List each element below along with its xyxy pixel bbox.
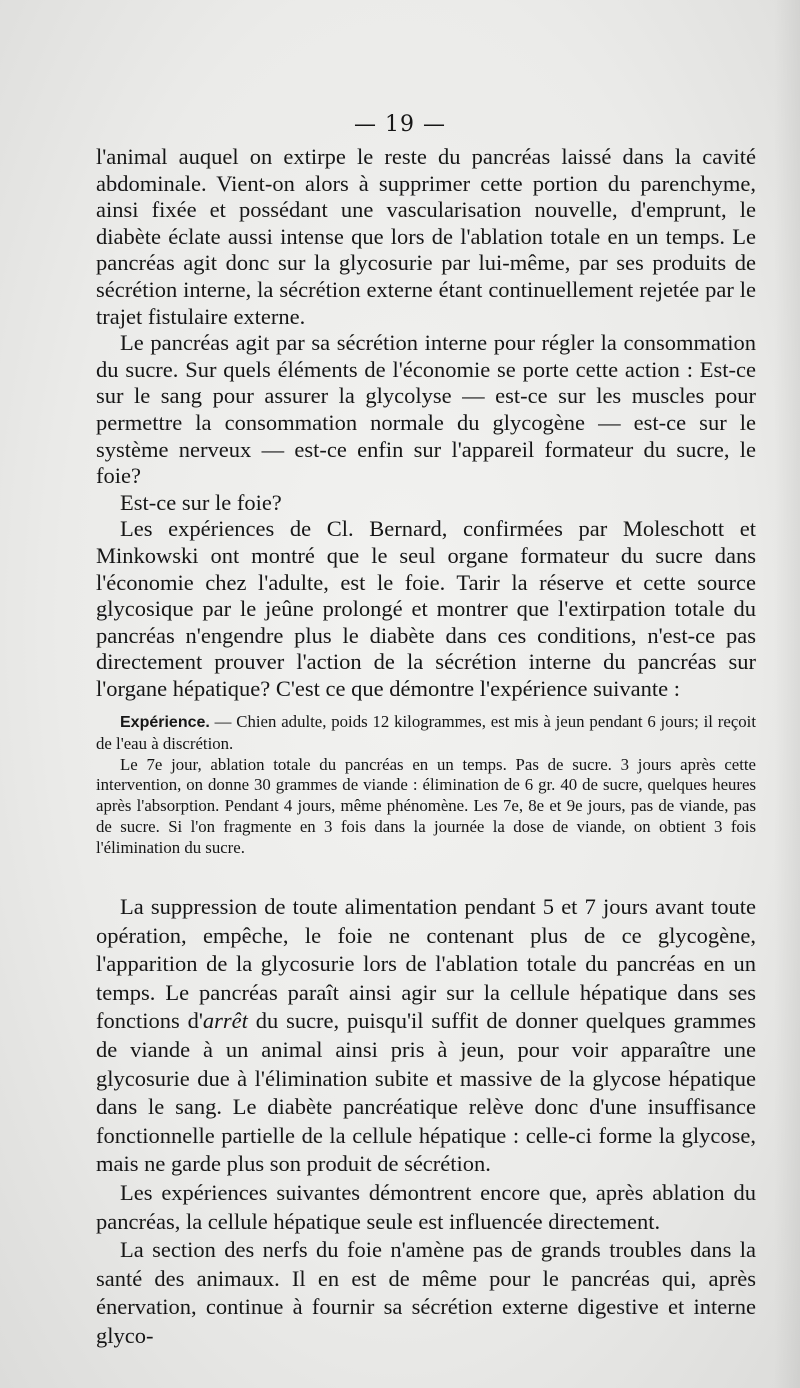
experiment-intro: [96, 712, 756, 755]
paragraph-experiences: Les expériences suivantes démontrent encore que, après ablation du pancréas, la cellule hépatique seule est influencée directement.: [96, 1179, 756, 1234]
paragraph-suppression: [96, 893, 756, 1179]
experiment-label: Expérience.: [120, 714, 210, 731]
experiment-detail: Le 7e jour, ablation totale du pancréas en un temps. Pas de sucre. 3 jours après cette intervention, on donne 30 grammes de viande : élimination de 6 gr. 40 de sucre, quelques heures après l'absorption. Pendant 4 jours, même phénomène. Les 7e, 8e et 9e jours, pas de viande, pas de sucre. Si l'on fragmente en 3 fois dans la journée la dose de viande, on obtient 3 fois l'élimination du sucre.: [96, 754, 756, 857]
paragraph-bernard: Les expériences de Cl. Bernard, confirmées par Moleschott et Minkowski ont montré que le seul organe formateur du sucre dans l'économie chez l'adulte, est le foie. Tarir la réserve et cette source glycosique par le jeûne prolongé et montrer que l'extirpation totale du pancréas n'engendre plus le diabète dans ces conditions, n'est-ce pas directement prouver l'action de la sécrétion interne du pancréas sur l'organe hépatique? C'est ce que démontre l'expérience suivante :: [96, 516, 756, 701]
paragraph-continuation: l'animal auquel on extirpe le reste du pancréas laissé dans la cavité abdominale. Vient-on alors à supprimer cette portion du parenchyme, ainsi fixée et possédant une vascularisation nouvelle, d'emprunt, le diabète éclate aussi intense que lors de l'ablation totale en un temps. Le pancréas agit donc sur la glycosurie par lui-même, par ses produits de sécrétion interne, la sécrétion externe étant continuellement rejetée par le trajet fistulaire externe.: [96, 144, 756, 329]
suppression-text-a: La suppression de toute alimentation pendant 5 et 7 jours avant toute opération, empêche, le foie ne contenant plus de ce glycogène, l'apparition de la glycosurie lors de l'ablation totale du pancréas en un temps. Le pancréas paraît ainsi agir sur la cellule hépatique dans ses fonctions d': [96, 894, 756, 1034]
suppression-text-b: du sucre, puisqu'il suffit de donner quelques grammes de viande à un animal ainsi pris à jeun, pour voir apparaître une glycosurie due à l'élimination subite et massive de la glycose hépatique dans le sang. Le diabète pancréatique relève donc d'une insuffisance fonctionnelle partielle de la cellule hépatique : celle-ci forme la glycose, mais ne garde plus son produit de sécrétion.: [96, 1008, 757, 1177]
experiment-note: [96, 712, 756, 859]
page-number: — 19 —: [354, 112, 446, 137]
paragraph-question: Est-ce sur le foie?: [120, 489, 282, 515]
experiment-intro-text: — Chien adulte, poids 12 kilogrammes, est mis à jeun pendant 6 jours; il reçoit de l'eau à discrétion.: [96, 712, 756, 753]
suppression-italic: arrêt: [202, 1008, 248, 1034]
paragraph-nerves: La section des nerfs du foie n'amène pas de grands troubles dans la santé des animaux. Il en est de même pour le pancréas qui, après énervation, continue à fournir sa sécrétion externe digestive et interne glyco-: [96, 1237, 756, 1348]
text-block-top: [96, 144, 756, 702]
paragraph-consumption: Le pancréas agit par sa sécrétion interne pour régler la consommation du sucre. Sur quels éléments de l'économie se porte cette action : Est-ce sur le sang pour assurer la glycolyse — est-ce sur les muscles pour permettre la consommation normale du glycogène — est-ce sur le système nerveux — est-ce enfin sur l'appareil formateur du sucre, le foie?: [96, 330, 756, 489]
text-block-bottom: [96, 893, 756, 1351]
page-edge-shadow: [774, 0, 800, 1388]
